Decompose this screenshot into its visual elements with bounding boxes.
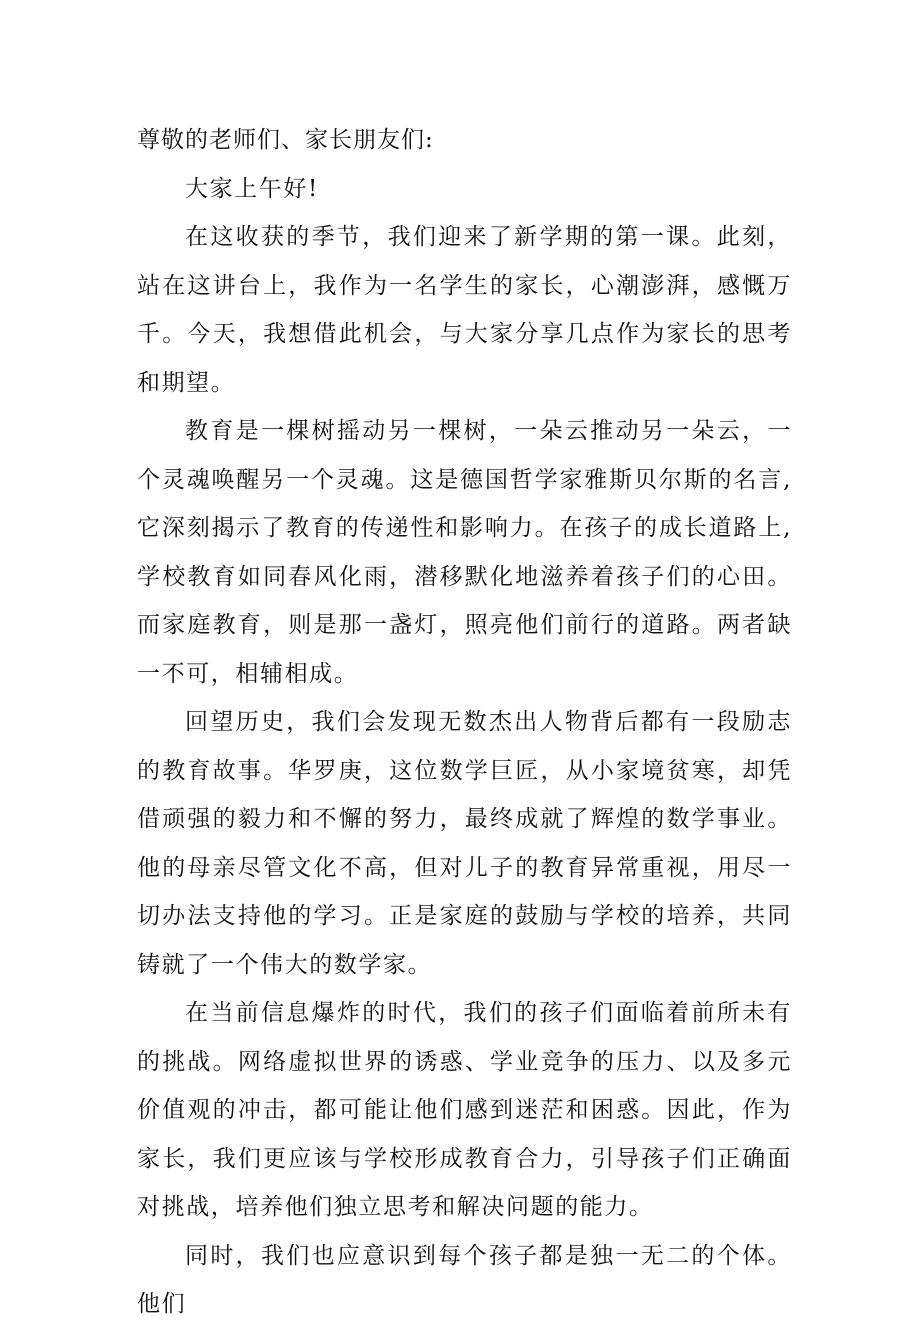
salutation: 尊敬的老师们、家长朋友们: <box>137 127 434 153</box>
paragraph-history: 回望历史，我们会发现无数杰出人物背后都有一段励志的教育故事。华罗庚，这位数学巨匠，从小家境贫寒，却凭借顽强的毅力和不懈的努力，最终成就了辉煌的数学事业。他的母亲尽管文化不高，但对儿子的教育异常重视，用尽一切办法支持他的学习。正是家庭的鼓励与学校的培养，共同铸就了一个伟大的数学家。 <box>137 709 792 978</box>
paragraph-education-quote: 教育是一棵树摇动另一棵树，一朵云推动另一朵云，一个灵魂唤醒另一个灵魂。这是德国哲学家雅斯贝尔斯的名言,它深刻揭示了教育的传递性和影响力。在孩子的成长道路上,学校教育如同春风化雨，潜移默化地滋养着孩子们的心田。而家庭教育，则是那一盏灯，照亮他们前行的道路。两者缺一不可，相辅相成。 <box>137 418 792 687</box>
paragraph-intro: 在这收获的季节，我们迎来了新学期的第一课。此刻，站在这讲台上，我作为一名学生的家长，心潮澎湃，感慨万千。今天，我想借此机会，与大家分享几点作为家长的思考和期望。 <box>137 224 792 396</box>
speech-text <box>137 116 792 1329</box>
paragraph-individuality: 同时，我们也应意识到每个孩子都是独一无二的个体。他们 <box>137 1242 792 1317</box>
paragraph-greeting: 大家上午好! <box>185 175 319 202</box>
paragraph-challenges: 在当前信息爆炸的时代，我们的孩子们面临着前所未有的挑战。网络虚拟世界的诱惑、学业竞争的压力、以及多元价值观的冲击，都可能让他们感到迷茫和困惑。因此，作为家长，我们更应该与学校形成教育合力，引导孩子们正确面对挑战，培养他们独立思考和解决问题的能力。 <box>137 1000 792 1220</box>
